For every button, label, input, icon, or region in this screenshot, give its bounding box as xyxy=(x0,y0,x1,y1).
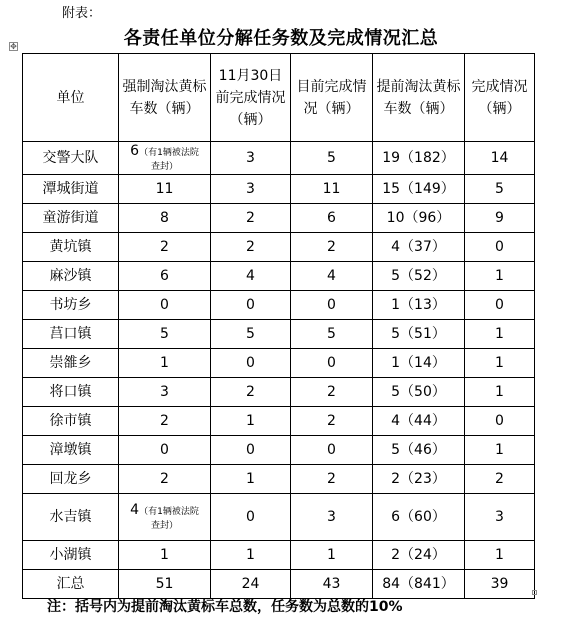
cell-by-nov30: 4 xyxy=(211,262,291,291)
cell-current: 5 xyxy=(291,142,373,175)
cell-forced-note: （有1辆被法院 xyxy=(139,507,199,517)
cell-current: 0 xyxy=(291,436,373,465)
cell-forced-value: 6 xyxy=(160,268,169,284)
cell-done: 2 xyxy=(465,465,535,494)
header-by-nov30: 11月30日前完成情况（辆） xyxy=(211,54,291,142)
cell-early: 2（24） xyxy=(373,541,465,570)
cell-unit: 水吉镇 xyxy=(23,494,119,541)
cell-unit: 小湖镇 xyxy=(23,541,119,570)
cell-early: 2（23） xyxy=(373,465,465,494)
cell-unit: 黄坑镇 xyxy=(23,233,119,262)
cell-forced-value: 2 xyxy=(160,471,169,487)
cell-forced xyxy=(119,291,211,320)
cell-forced xyxy=(119,407,211,436)
cell-forced xyxy=(119,570,211,599)
cell-forced-value: 8 xyxy=(160,210,169,226)
table-move-handle-icon[interactable]: ✥ xyxy=(10,42,17,51)
cell-early: 1（14） xyxy=(373,349,465,378)
cell-unit: 徐市镇 xyxy=(23,407,119,436)
cell-unit: 童游街道 xyxy=(23,204,119,233)
table-row xyxy=(23,320,535,349)
table-row xyxy=(23,175,535,204)
cell-early: 5（50） xyxy=(373,378,465,407)
cell-forced xyxy=(119,175,211,204)
header-early: 提前淘汰黄标车数（辆） xyxy=(373,54,465,142)
cell-current: 1 xyxy=(291,541,373,570)
cell-forced xyxy=(119,378,211,407)
cell-by-nov30: 3 xyxy=(211,175,291,204)
cell-done: 1 xyxy=(465,262,535,291)
cell-current: 2 xyxy=(291,407,373,436)
cell-current: 11 xyxy=(291,175,373,204)
cell-early: 5（52） xyxy=(373,262,465,291)
cell-by-nov30: 0 xyxy=(211,349,291,378)
header-unit: 单位 xyxy=(23,54,119,142)
header-current: 目前完成情况（辆） xyxy=(291,54,373,142)
cell-unit: 麻沙镇 xyxy=(23,262,119,291)
summary-table xyxy=(22,53,535,599)
cell-done: 0 xyxy=(465,233,535,262)
cell-forced-note-line2: 查封） xyxy=(150,521,178,531)
cell-unit: 崇雒乡 xyxy=(23,349,119,378)
cell-early: 19（182） xyxy=(373,142,465,175)
cell-forced-value: 4 xyxy=(130,502,140,518)
cell-forced-value: 3 xyxy=(160,384,169,400)
table-row xyxy=(23,204,535,233)
cell-forced xyxy=(119,142,211,175)
cell-early: 1（13） xyxy=(373,291,465,320)
cell-current: 3 xyxy=(291,494,373,541)
table-row xyxy=(23,494,535,541)
appendix-label: 附表： xyxy=(62,6,102,21)
header-forced: 强制淘汰黄标车数（辆） xyxy=(119,54,211,142)
cell-current: 5 xyxy=(291,320,373,349)
cell-unit: 汇总 xyxy=(23,570,119,599)
table-body xyxy=(23,142,535,599)
cell-unit: 莒口镇 xyxy=(23,320,119,349)
cell-current: 43 xyxy=(291,570,373,599)
cell-by-nov30: 2 xyxy=(211,378,291,407)
document-title: 各责任单位分解任务数及完成情况汇总 xyxy=(123,28,439,49)
cell-done: 3 xyxy=(465,494,535,541)
table-row xyxy=(23,436,535,465)
cell-forced-value: 2 xyxy=(160,239,169,255)
cell-done: 14 xyxy=(465,142,535,175)
cell-forced-note-line2: 查封） xyxy=(150,162,178,172)
cell-current: 6 xyxy=(291,204,373,233)
cell-forced-value: 1 xyxy=(160,547,169,563)
cell-early: 84（841） xyxy=(373,570,465,599)
table-row xyxy=(23,407,535,436)
cell-by-nov30: 0 xyxy=(211,494,291,541)
cell-early: 4（44） xyxy=(373,407,465,436)
cell-by-nov30: 0 xyxy=(211,291,291,320)
table-row xyxy=(23,291,535,320)
cell-forced-note: （有1辆被法院 xyxy=(139,148,199,158)
cell-by-nov30: 1 xyxy=(211,465,291,494)
cell-done: 9 xyxy=(465,204,535,233)
table-row xyxy=(23,541,535,570)
cell-early: 10（96） xyxy=(373,204,465,233)
cell-forced-value: 11 xyxy=(155,181,174,197)
cell-forced xyxy=(119,465,211,494)
cell-forced-value: 2 xyxy=(160,413,169,429)
cell-forced xyxy=(119,494,211,541)
cell-unit: 将口镇 xyxy=(23,378,119,407)
table-row xyxy=(23,262,535,291)
cell-by-nov30: 0 xyxy=(211,436,291,465)
table-row xyxy=(23,465,535,494)
cell-early: 4（37） xyxy=(373,233,465,262)
cell-done: 1 xyxy=(465,349,535,378)
table-row xyxy=(23,142,535,175)
cell-early: 5（46） xyxy=(373,436,465,465)
table-header-row xyxy=(23,54,535,142)
cell-current: 4 xyxy=(291,262,373,291)
cell-by-nov30: 2 xyxy=(211,204,291,233)
cell-current: 2 xyxy=(291,233,373,262)
table-row xyxy=(23,570,535,599)
table-resize-handle[interactable] xyxy=(532,590,537,595)
cell-done: 1 xyxy=(465,436,535,465)
cell-current: 2 xyxy=(291,378,373,407)
cell-by-nov30: 2 xyxy=(211,233,291,262)
cell-forced xyxy=(119,204,211,233)
cell-forced xyxy=(119,262,211,291)
cell-forced-value: 0 xyxy=(160,442,169,458)
cell-forced xyxy=(119,233,211,262)
footnote: 注：括号内为提前淘汰黄标车总数，任务数为总数的10% xyxy=(47,599,403,615)
cell-early: 15（149） xyxy=(373,175,465,204)
table-row xyxy=(23,233,535,262)
cell-done: 1 xyxy=(465,378,535,407)
cell-early: 6（60） xyxy=(373,494,465,541)
cell-forced-value: 1 xyxy=(160,355,169,371)
cell-current: 2 xyxy=(291,465,373,494)
cell-done: 1 xyxy=(465,320,535,349)
cell-forced xyxy=(119,541,211,570)
cell-by-nov30: 1 xyxy=(211,541,291,570)
header-done: 完成情况（辆） xyxy=(465,54,535,142)
cell-unit: 交警大队 xyxy=(23,142,119,175)
cell-early: 5（51） xyxy=(373,320,465,349)
cell-by-nov30: 1 xyxy=(211,407,291,436)
cell-by-nov30: 5 xyxy=(211,320,291,349)
cell-by-nov30: 24 xyxy=(211,570,291,599)
cell-forced xyxy=(119,436,211,465)
cell-forced-value: 6 xyxy=(130,143,140,159)
cell-forced-value: 0 xyxy=(160,297,169,313)
cell-unit: 书坊乡 xyxy=(23,291,119,320)
cell-by-nov30: 3 xyxy=(211,142,291,175)
cell-done: 39 xyxy=(465,570,535,599)
cell-unit: 潭城街道 xyxy=(23,175,119,204)
cell-done: 0 xyxy=(465,291,535,320)
cell-done: 0 xyxy=(465,407,535,436)
cell-forced-value: 51 xyxy=(155,576,174,592)
cell-done: 1 xyxy=(465,541,535,570)
table-row xyxy=(23,378,535,407)
table-row xyxy=(23,349,535,378)
cell-forced xyxy=(119,320,211,349)
cell-current: 0 xyxy=(291,291,373,320)
cell-forced-value: 5 xyxy=(160,326,169,342)
cell-unit: 漳墩镇 xyxy=(23,436,119,465)
cell-done: 5 xyxy=(465,175,535,204)
cell-unit: 回龙乡 xyxy=(23,465,119,494)
cell-current: 0 xyxy=(291,349,373,378)
cell-forced xyxy=(119,349,211,378)
